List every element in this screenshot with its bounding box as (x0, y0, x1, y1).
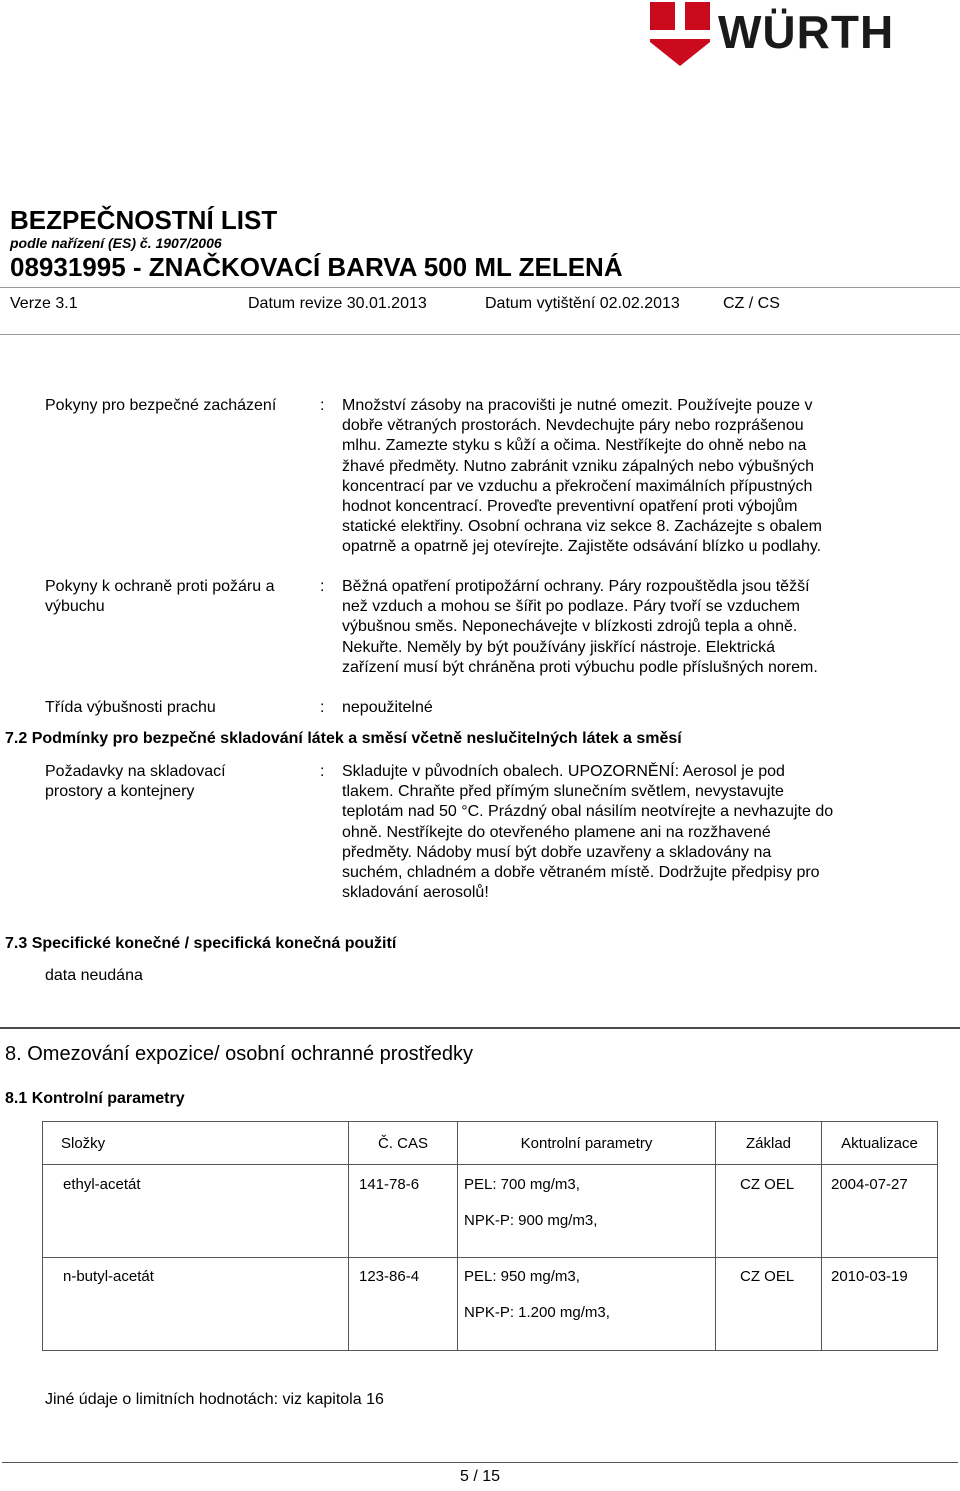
storage-colon: : (320, 763, 325, 780)
cell-updated: 2010-03-19 (822, 1258, 938, 1351)
header-divider-bottom (0, 334, 960, 335)
section-7-2-heading: 7.2 Podmínky pro bezpečné skladování látek a směsí včetně neslučitelných látek a směsí (5, 730, 682, 747)
product-name: 08931995 - ZNAČKOVACÍ BARVA 500 ML ZELENÁ (10, 252, 623, 282)
cell-component: n-butyl-acetát (43, 1258, 349, 1351)
handling-label: Pokyny pro bezpečné zacházení (45, 397, 277, 414)
section-8-heading: 8. Omezování expozice/ osobní ochranné prostředky (5, 1043, 474, 1065)
document-title: BEZPEČNOSTNÍ LIST (10, 205, 278, 235)
table-header-updated: Aktualizace (822, 1122, 938, 1165)
locale: CZ / CS (723, 295, 780, 312)
section-8-1-heading: 8.1 Kontrolní parametry (5, 1090, 185, 1107)
section-8-divider (0, 1027, 960, 1029)
cell-params: PEL: 700 mg/m3, NPK-P: 900 mg/m3, (458, 1165, 716, 1258)
control-parameters-table (42, 1121, 938, 1351)
cell-updated: 2004-07-27 (822, 1165, 938, 1258)
cell-component: ethyl-acetát (43, 1165, 349, 1258)
wurth-logo-icon (650, 2, 710, 66)
dust-explosion-label: Třída výbušnosti prachu (45, 699, 216, 716)
cell-basis: CZ OEL (716, 1165, 822, 1258)
table-row (43, 1165, 938, 1258)
header-divider (0, 287, 960, 288)
revision-date: Datum revize 30.01.2013 (248, 295, 427, 312)
fire-protection-colon: : (320, 578, 325, 595)
footer-divider (2, 1462, 958, 1463)
dust-explosion-value: nepoužitelné (342, 699, 433, 716)
table-header-component: Složky (43, 1122, 349, 1165)
section-7-3-text: data neudána (45, 967, 143, 984)
storage-text: Skladujte v původních obalech. UPOZORNĚNÍ: Aerosol je pod tlakem. Chraňte před přímým slunečním světlem, nevystavujte teplotám nad 50 °C. Prázdný obal násilím neotvírejte a nevhazujte do ohně. Nestříkejte do otevřeného plamene ani na rozžhavené předměty. Nádoby musí být dobře uzavřeny a skladovány na suchém, chladném a dobře větraném místě. Dodržujte předpisy pro skladování aerosolů! (342, 763, 834, 902)
cell-cas: 123-86-4 (349, 1258, 458, 1351)
fire-protection-label: Pokyny k ochraně proti požáru a výbuchu (45, 578, 275, 616)
table-row (43, 1258, 938, 1351)
handling-colon: : (320, 397, 325, 414)
version: Verze 3.1 (10, 295, 78, 312)
logo-wordmark: WÜRTH (718, 6, 895, 58)
table-header-cas: Č. CAS (349, 1122, 458, 1165)
dust-explosion-colon: : (320, 699, 325, 716)
fire-protection-text: Běžná opatření protipožární ochrany. Páry rozpouštědla jsou těžší než vzduch a mohou se šířit po podlaze. Páry tvoří se vzduchem výbušnou směs. Neponechávejte v blízkosti zdrojů tepla a ohně. Nekuřte. Neměly by být používány jiskřící nástroje. Elektrická zařízení musí být chráněna proti výbuchu podle příslušných norem. (342, 578, 818, 676)
print-date: Datum vytištění 02.02.2013 (485, 295, 680, 312)
table-header-params: Kontrolní parametry (458, 1122, 716, 1165)
table-header-basis: Základ (716, 1122, 822, 1165)
cell-basis: CZ OEL (716, 1258, 822, 1351)
regulation-reference: podle nařízení (ES) č. 1907/2006 (10, 235, 222, 251)
limit-values-note: Jiné údaje o limitních hodnotách: viz kapitola 16 (45, 1391, 384, 1408)
page-number: 5 / 15 (459, 1468, 501, 1485)
cell-params: PEL: 950 mg/m3, NPK-P: 1.200 mg/m3, (458, 1258, 716, 1351)
table-header-row (43, 1122, 938, 1165)
storage-label: Požadavky na skladovací prostory a kontejnery (45, 763, 226, 801)
handling-text: Množství zásoby na pracovišti je nutné omezit. Používejte pouze v dobře větraných prostorách. Nevdechujte páry nebo rozprášenou mlhu. Zamezte styku s kůží a očima. Nestříkejte do ohně nebo na žhavé předměty. Nutno zabránit vzniku zápalných nebo výbušných koncentrací par ve vzduchu a překročení maximálních přípustných hodnot koncentrací. Proveďte preventivní opatření proti výbojům statické elektřiny. Osobní ochrana viz sekce 8. Zacházejte s obalem opatrně a opatrně jej otevírejte. Zajistěte odsávání blízko u podlahy. (342, 397, 822, 556)
cell-cas: 141-78-6 (349, 1165, 458, 1258)
section-7-3-heading: 7.3 Specifické konečné / specifická konečná použití (5, 935, 397, 952)
